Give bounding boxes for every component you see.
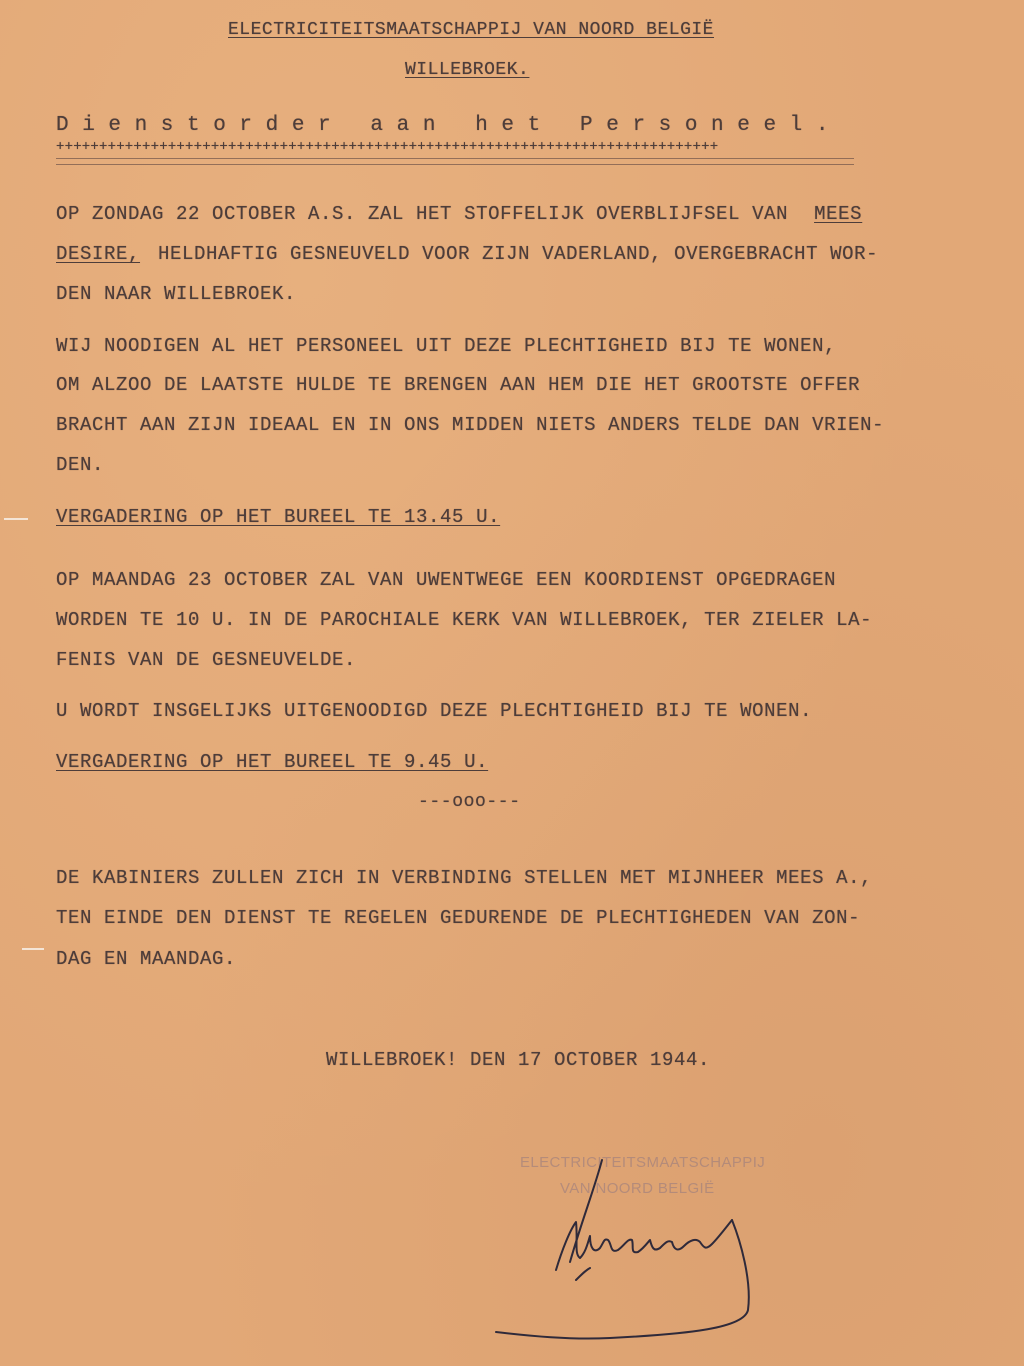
para3-line2: WORDEN TE 10 U. IN DE PAROCHIALE KERK VAN WILLEBROEK, TER ZIELER LA- [56,609,873,631]
para2-line1: WIJ NOODIGEN AL HET PERSONEEL UIT DEZE PLECHTIGHEID BIJ TE WONEN, [56,335,837,357]
para1-line1-text: OP ZONDAG 22 OCTOBER A.S. ZAL HET STOFFELIJK OVERBLIJFSEL VAN [56,203,789,225]
subject-double-rule [56,158,854,165]
para5-line3: DAG EN MAANDAG. [56,948,237,970]
para1-line1 [56,203,862,225]
para1-line3: DEN NAAR WILLEBROEK. [56,283,297,305]
section-divider: ---ooo--- [418,792,521,812]
paper-mark [22,948,44,950]
name-surname: MEES [814,203,863,225]
para1-line2-text: HELDHAFTIG GESNEUVELD VOOR ZIJN VADERLAND, OVERGEBRACHT WOR- [158,243,879,265]
meeting-time-monday: VERGADERING OP HET BUREEL TE 9.45 U. [56,751,489,773]
para3-line1: OP MAANDAG 23 OCTOBER ZAL VAN UWENTWEGE EEN KOORDIENST OPGEDRAGEN [56,569,837,591]
paper-mark [4,518,28,520]
para5-line1: DE KABINIERS ZULLEN ZICH IN VERBINDING STELLEN MET MIJNHEER MEES A., [56,867,873,889]
signature-image [490,1150,770,1350]
para4-line: U WORDT INSGELIJKS UITGENOODIGD DEZE PLECHTIGHEID BIJ TE WONEN. [56,700,813,722]
company-header: ELECTRICITEITSMAATSCHAPPIJ VAN NOORD BELGIË [228,20,714,40]
para1-line2 [56,243,878,265]
para3-line3: FENIS VAN DE GESNEUVELDE. [56,649,357,671]
stamp-line2: VAN NOORD BELGIË [560,1180,715,1197]
para2-line3: BRACHT AAN ZIJN IDEAAL EN IN ONS MIDDEN NIETS ANDERS TELDE DAN VRIEN- [56,414,885,436]
para2-line2: OM ALZOO DE LAATSTE HULDE TE BRENGEN AAN HEM DIE HET GROOTSTE OFFER [56,374,861,396]
city-header: WILLEBROEK. [405,60,530,80]
dateline: WILLEBROEK! DEN 17 OCTOBER 1944. [326,1049,711,1071]
name-firstname: DESIRE, [56,243,141,265]
para5-line2: TEN EINDE DEN DIENST TE REGELEN GEDURENDE DE PLECHTIGHEDEN VAN ZON- [56,907,861,929]
subject-plus-rule: +++++++++++++++++++++++++++++++++++++++++++++++++++++++++++++++++++++++++++++ [56,139,719,155]
meeting-time-sunday: VERGADERING OP HET BUREEL TE 13.45 U. [56,506,501,528]
subject-line: Dienstorder aan het Personeel. [56,114,843,137]
para2-line4: DEN. [56,454,105,476]
stamp-line1: ELECTRICITEITSMAATSCHAPPIJ [520,1154,766,1171]
